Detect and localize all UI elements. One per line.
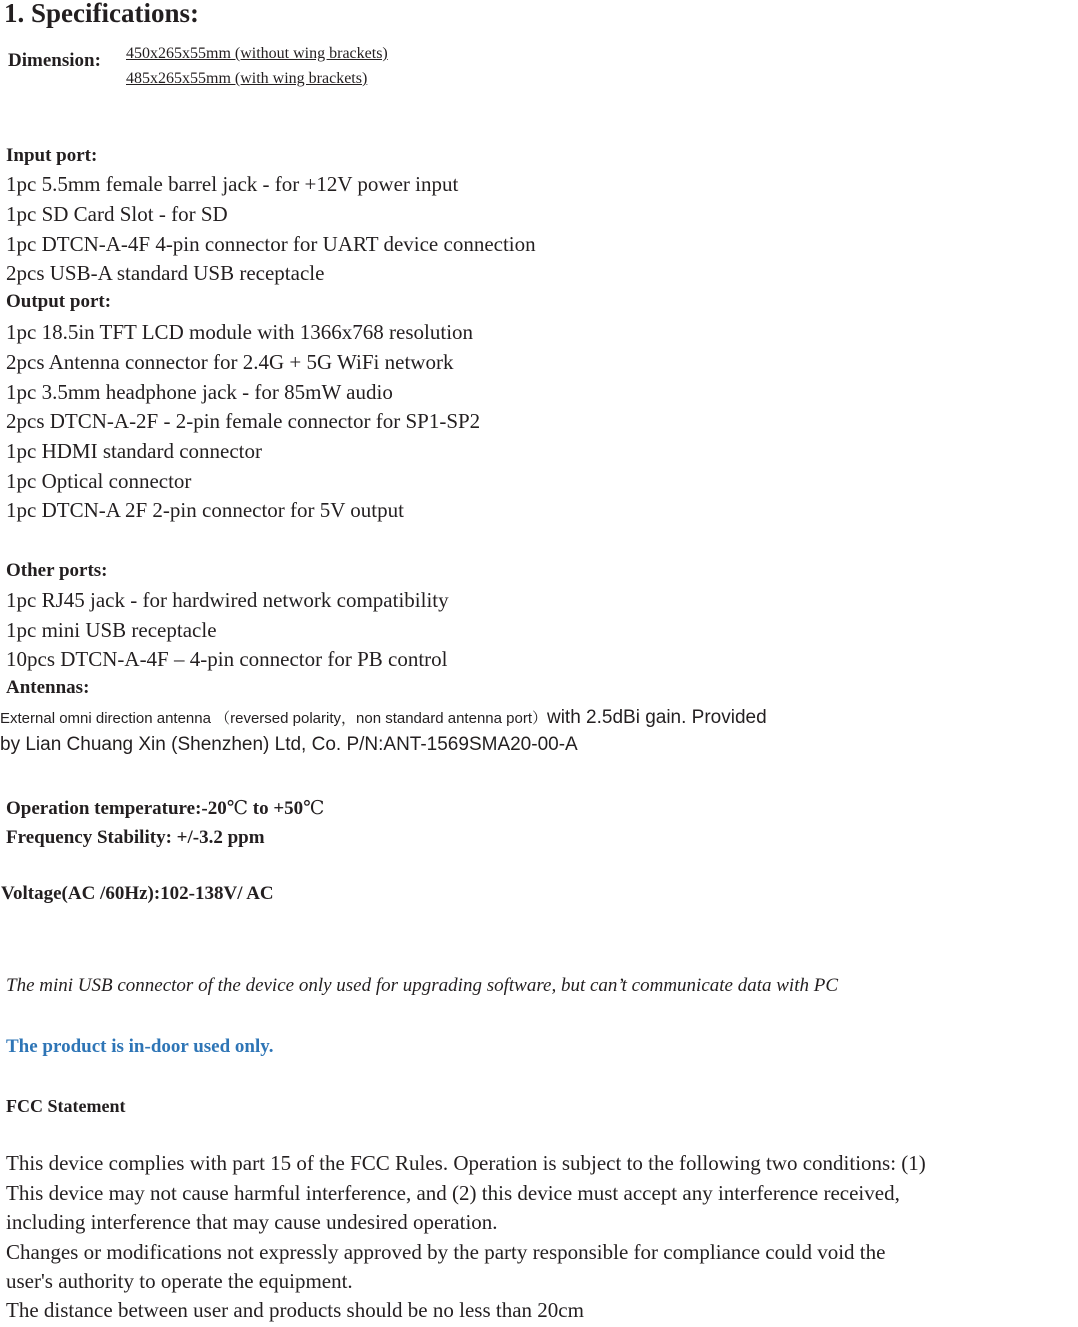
page-title: 1. Specifications: [4,0,199,28]
output-port-item: 1pc Optical connector [6,469,192,493]
antennas-description-large: with 2.5dBi gain. Provided [546,707,767,728]
celsius-unit: ℃ [303,798,325,819]
indoor-use-note: The product is in-door used only. [6,1036,274,1057]
antennas-description-line2: by Lian Chuang Xin (Shenzhen) Ltd, Co. P/N:ANT-1569SMA20-00-A [0,734,578,755]
dimension-value-with-brackets: 485x265x55mm (with wing brackets) [126,70,368,87]
output-port-title: Output port: [6,291,112,312]
frequency-stability: Frequency Stability: +/-3.2 ppm [6,827,265,848]
input-port-item: 2pcs USB-A standard USB receptacle [6,261,325,285]
output-port-item: 1pc HDMI standard connector [6,439,262,463]
fcc-statement-line: The distance between user and products should be no less than 20cm [6,1298,584,1322]
operation-temperature [6,797,324,820]
mini-usb-note: The mini USB connector of the device only used for upgrading software, but can’t communicate data with PC [6,975,839,996]
antennas-description-small: External omni direction antenna （reversed polarity，non standard antenna port） [0,710,547,727]
fcc-statement-line: This device may not cause harmful interference, and (2) this device must accept any interference received, [6,1181,900,1205]
input-port-item: 1pc DTCN-A-4F 4-pin connector for UART device connection [6,232,536,256]
dimension-value-without-brackets: 450x265x55mm (without wing brackets) [126,45,388,62]
other-ports-title: Other ports: [6,560,108,581]
input-port-item: 1pc SD Card Slot - for SD [6,202,228,226]
input-port-item: 1pc 5.5mm female barrel jack - for +12V power input [6,172,459,196]
output-port-item: 2pcs DTCN-A-2F - 2-pin female connector for SP1-SP2 [6,409,481,433]
fcc-statement-line: including interference that may cause undesired operation. [6,1210,498,1234]
operation-temperature-label: Operation temperature:-20 [6,798,227,819]
fcc-statement-line: Changes or modifications not expressly approved by the party responsible for compliance could void the [6,1240,886,1264]
fcc-statement-title: FCC Statement [6,1096,126,1116]
input-port-title: Input port: [6,145,98,166]
output-port-item: 1pc DTCN-A 2F 2-pin connector for 5V output [6,498,404,522]
operation-temperature-max: to +50 [248,798,304,819]
other-ports-item: 10pcs DTCN-A-4F – 4-pin connector for PB control [6,647,448,671]
dimension-label: Dimension: [8,50,101,71]
other-ports-item: 1pc mini USB receptacle [6,618,217,642]
fcc-statement-line: user's authority to operate the equipment. [6,1269,353,1293]
output-port-item: 1pc 3.5mm headphone jack - for 85mW audio [6,380,393,404]
output-port-item: 2pcs Antenna connector for 2.4G + 5G WiFi network [6,350,454,374]
output-port-item: 1pc 18.5in TFT LCD module with 1366x768 resolution [6,320,474,344]
antennas-title: Antennas: [6,677,90,698]
voltage-spec: Voltage(AC /60Hz):102-138V/ AC [1,883,274,904]
antennas-description-line1 [0,707,767,729]
celsius-unit: ℃ [226,798,248,819]
other-ports-item: 1pc RJ45 jack - for hardwired network compatibility [6,588,449,612]
fcc-statement-line: This device complies with part 15 of the FCC Rules. Operation is subject to the following two conditions: (1) [6,1151,926,1175]
